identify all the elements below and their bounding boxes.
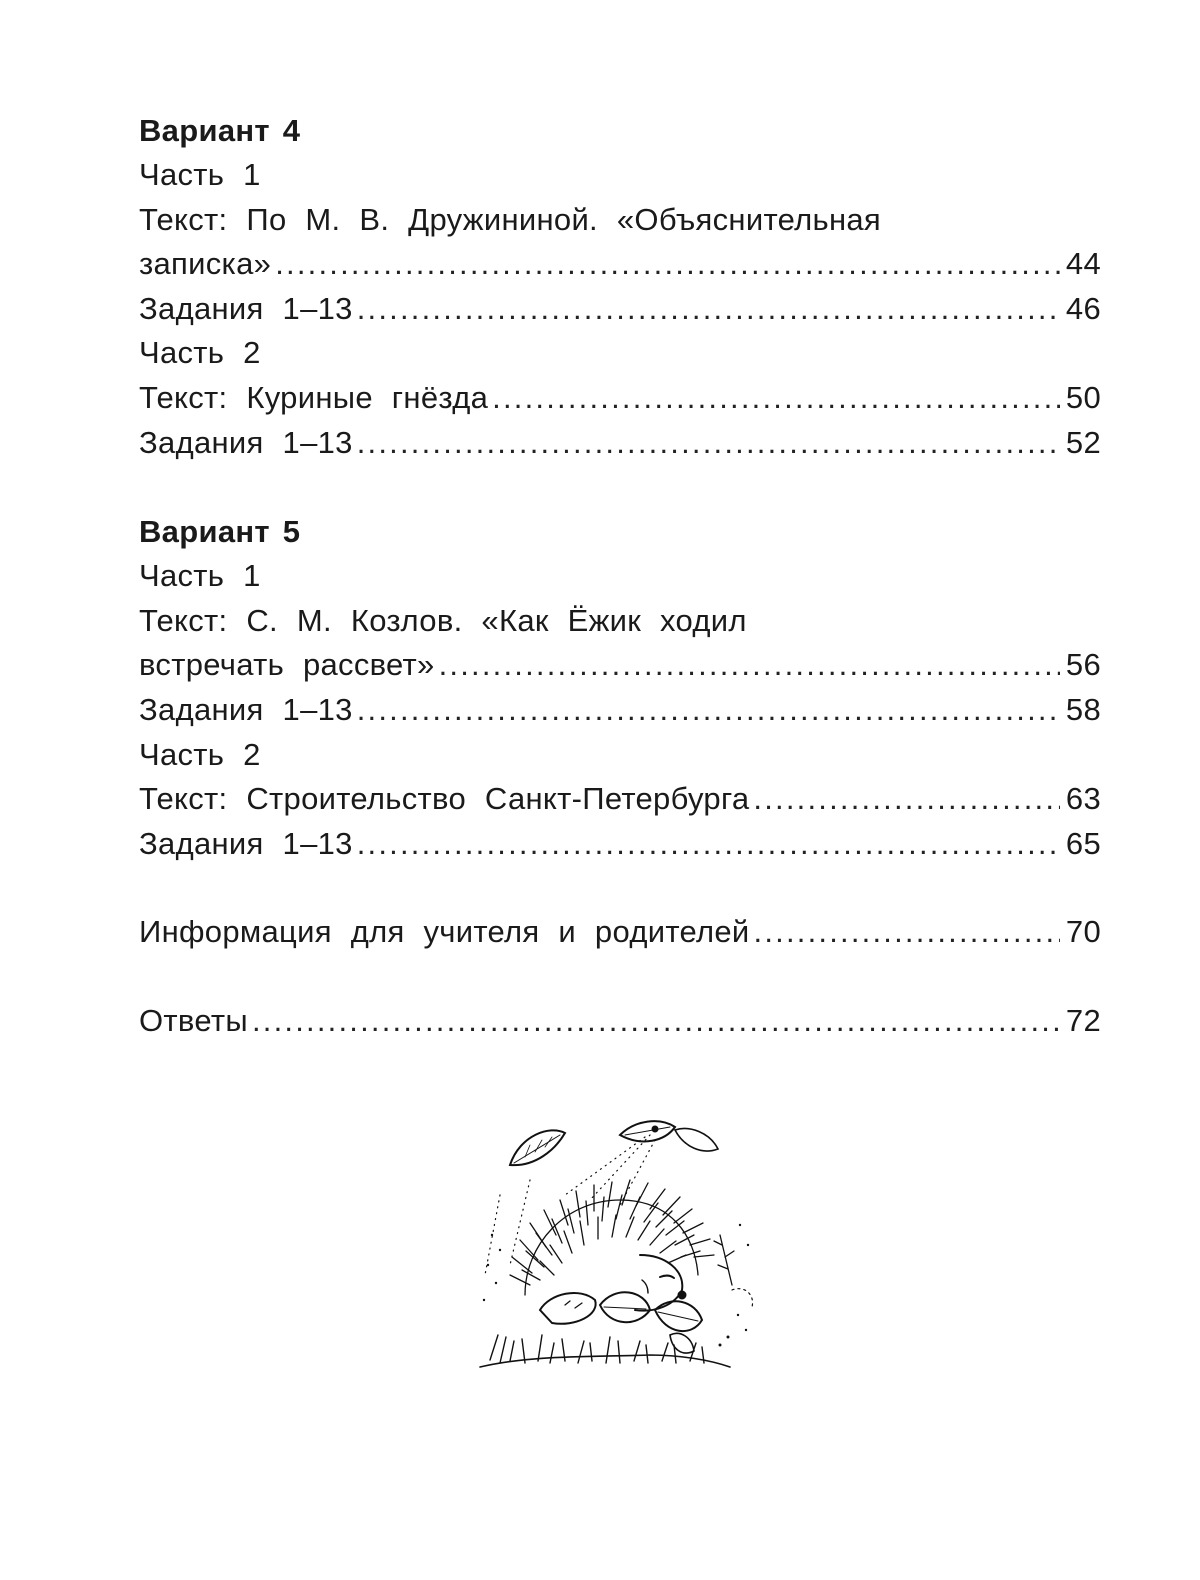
page-number: 58 (1065, 691, 1101, 727)
toc-entry-answers[interactable] (139, 999, 1101, 1044)
toc-entry-label: Задания 1–13 (139, 290, 353, 326)
toc-entry-label: Задания 1–13 (139, 825, 353, 861)
dot-leader (357, 822, 1060, 867)
page-number: 50 (1065, 379, 1101, 415)
toc-entry-label: Текст: Строительство Санкт-Петербурга (139, 781, 750, 817)
spacer (139, 955, 1101, 999)
toc-entry-label: Ответы (139, 1002, 248, 1038)
toc-entry[interactable] (139, 688, 1101, 733)
toc-entry-label: Текст: Куриные гнёзда (139, 379, 489, 415)
dot-leader (492, 376, 1060, 421)
variant-4-part-2: Часть 2 (139, 335, 261, 371)
toc-entry-info[interactable] (139, 910, 1101, 955)
spacer (139, 465, 1101, 509)
page-number: 52 (1065, 424, 1101, 460)
toc-entry[interactable] (139, 376, 1101, 421)
page-number: 70 (1065, 914, 1101, 950)
variant-4-title: Вариант 4 (139, 113, 301, 148)
dot-leader (275, 242, 1060, 287)
toc-entry-label: Задания 1–13 (139, 424, 353, 460)
page-number: 56 (1065, 647, 1101, 683)
variant-5-part-1: Часть 1 (139, 558, 261, 594)
variant-4-part-1: Часть 1 (139, 157, 261, 192)
toc-entry[interactable] (139, 822, 1101, 867)
toc-entry-label: записка» (139, 246, 272, 282)
dot-leader (357, 287, 1060, 332)
table-of-contents (139, 108, 1101, 1044)
toc-entry[interactable] (139, 242, 1101, 287)
spacer (139, 866, 1101, 910)
dot-leader (357, 421, 1060, 466)
toc-entry[interactable] (139, 287, 1101, 332)
variant-5-text-1-line-1: Текст: С. М. Козлов. «Как Ёжик ходил (139, 602, 747, 638)
variant-5-title: Вариант 5 (139, 514, 301, 550)
page-number: 65 (1065, 825, 1101, 861)
page-number: 72 (1065, 1002, 1101, 1038)
toc-entry-label: Задания 1–13 (139, 691, 353, 727)
dot-leader (754, 910, 1060, 955)
toc-entry[interactable] (139, 643, 1101, 688)
variant-4-text-1-line-1: Текст: По М. В. Дружининой. «Объяснительная (139, 201, 882, 237)
variant-5-part-2: Часть 2 (139, 736, 261, 772)
toc-entry-label: встречать рассвет» (139, 647, 435, 683)
toc-entry-label: Информация для учителя и родителей (139, 914, 750, 950)
toc-entry[interactable] (139, 421, 1101, 466)
page-number: 44 (1065, 246, 1101, 282)
dot-leader (252, 999, 1060, 1044)
dot-leader (357, 688, 1060, 733)
hedgehog-illustration (470, 1105, 770, 1405)
dot-leader (439, 643, 1060, 688)
toc-entry[interactable] (139, 777, 1101, 822)
page-number: 46 (1065, 290, 1101, 326)
dot-leader (753, 777, 1059, 822)
page-number: 63 (1065, 781, 1101, 817)
